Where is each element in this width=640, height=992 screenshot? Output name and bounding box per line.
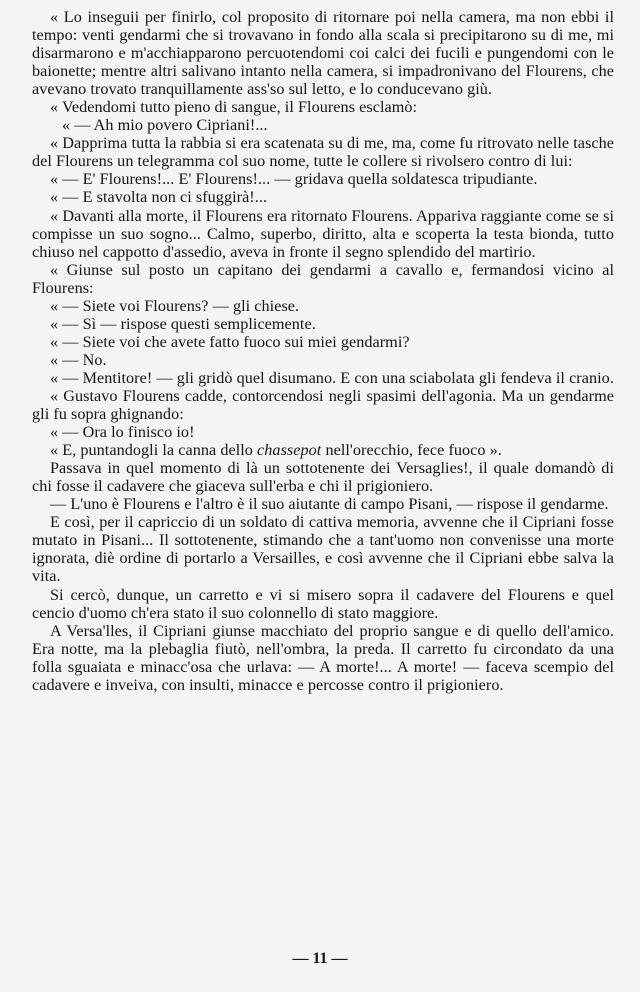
paragraph: « — Siete voi Flourens? — gli chiese.: [50, 296, 300, 315]
paragraph: Passava in quel momento di là un sottotenente dei Versaglies!, il quale domandò di chi fosse il cadavere che giaceva sull'erba e chi il prigioniero.: [32, 459, 614, 496]
paragraph: « Lo inseguii per finirlo, col proposito di ritornare poi nella camera, ma non ebbi il tempo: venti gendarmi che si trovavano in fondo alla scala si precipitarono su di me, mi disarmarono e m'acchiapparono percuotendomi coi calci dei fucili e pungendomi con le baionette; mentre altri salivano intanto nella camera, si impadronivano del Flourens, che avevano trovato tranquillamente ass'so sul letto, e lo conducevano giù.: [32, 8, 614, 99]
paragraph: Si cercò, dunque, un carretto e vi si misero sopra il cadavere del Flourens e quel cencio d'uomo ch'era stato il suo colonnello di stato maggiore.: [32, 585, 614, 622]
paragraph: « — E stavolta non ci sfuggirà!...: [50, 188, 268, 207]
paragraph: E così, per il capriccio di un soldato di cattiva memoria, avvenne che il Cipriani fosse mutato in Pisani... Il sottotenente, stimando che a tant'uomo non convenisse una morte ignorata, diè ordine di portarlo a Versailles, e così avvenne che il Cipriani ebbe salva la vita.: [32, 513, 614, 586]
paragraph-text: « E, puntandogli la canna dello: [50, 441, 253, 460]
paragraph: « Gustavo Flourens cadde, contorcendosi negli spasimi dell'agonia. Ma un gendarme gli fu sopra ghignando:: [32, 386, 614, 424]
paragraph: « Dapprima tutta la rabbia si era scatenata su di me, ma, come fu ritrovato nelle tasche del Flourens un telegramma col suo nome, tutte le collere si rivolsero contro di lui:: [32, 134, 614, 171]
paragraph: « Davanti alla morte, il Flourens era ritornato Flourens. Appariva raggiante come se si compisse un suo sogno... Calmo, superbo, diritto, alta e scoperta la testa bionda, tutto chiuso nel cappotto d'assedio, aveva in fronte il segno splendido del martirio.: [32, 206, 614, 261]
body-text: [32, 8, 614, 694]
paragraph: « Vedendomi tutto pieno di sangue, il Flourens esclamò:: [50, 98, 418, 117]
paragraph: « — Mentitore! — gli gridò quel disumano. E con una sciabolata gli fendeva il cranio.: [50, 368, 614, 387]
italic-term: chassepot: [257, 441, 322, 460]
paragraph: — L'uno è Flourens e l'altro è il suo aiutante di campo Pisani, — rispose il gendarme.: [50, 495, 609, 514]
paragraph: [32, 441, 614, 459]
paragraph: A Versa'lles, il Cipriani giunse macchiato del proprio sangue e di quello dell'amico. Era notte, ma la plebaglia fiutò, nell'ombra, la preda. Il carretto fu circondato da una folla sguaiata e minacc'osa che urlava: — A morte!... A morte! — faceva scempio del cadavere e inveiva, con insulti, minacce e percosse contro il prigioniero.: [32, 621, 614, 694]
paragraph: « — E' Flourens!... E' Flourens!... — gridava quella soldatesca tripudiante.: [50, 170, 538, 189]
paragraph-text: nell'orecchio, fece fuoco ».: [325, 441, 502, 460]
paragraph: « — Sì — rispose questi semplicemente.: [50, 314, 316, 333]
paragraph: « — Ah mio povero Cipriani!...: [62, 116, 268, 135]
paragraph: « — No.: [50, 350, 107, 369]
page-number: — 11 —: [292, 950, 348, 967]
paragraph: « — Siete voi che avete fatto fuoco sui miei gendarmi?: [50, 332, 410, 351]
paragraph: « Giunse sul posto un capitano dei gendarmi a cavallo e, fermandosi vicino al Flourens:: [32, 260, 614, 297]
paragraph: « — Ora lo finisco io!: [50, 423, 195, 442]
